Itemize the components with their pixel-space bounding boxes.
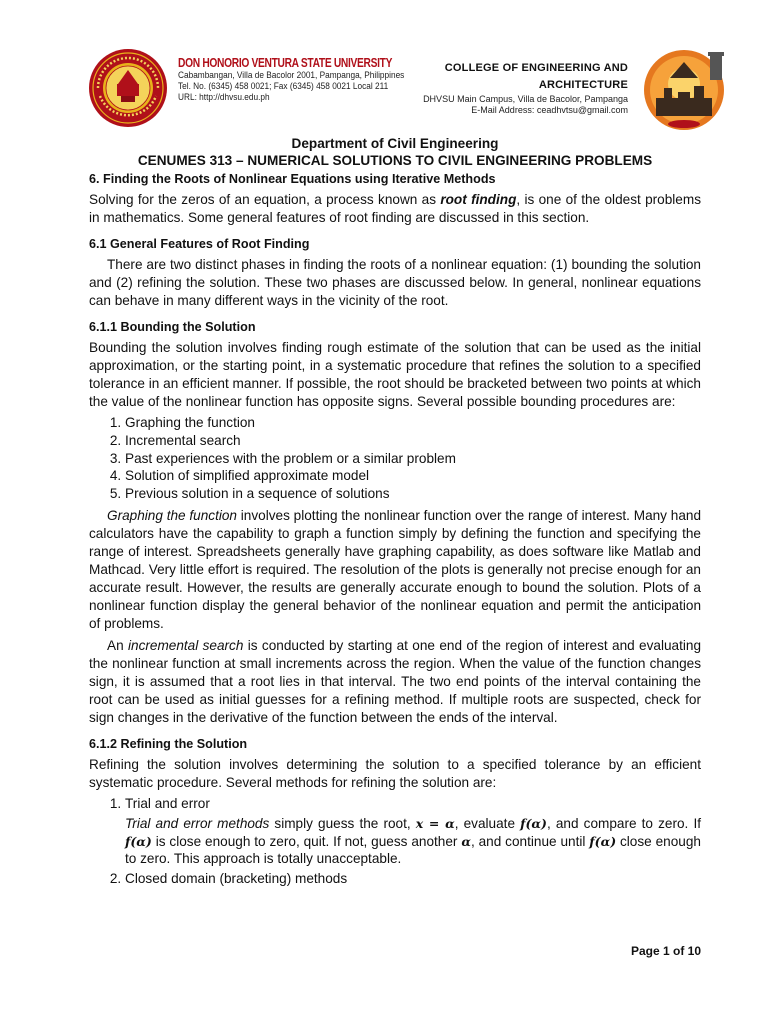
list-item: 2. Incremental search (125, 432, 701, 450)
trial-error-term: Trial and error methods (125, 815, 270, 831)
department-title: Department of Civil Engineering (291, 136, 499, 151)
college-name-line1: COLLEGE OF ENGINEERING AND (444, 62, 628, 74)
college-name-line2: ARCHITECTURE (538, 79, 628, 91)
math-expression: f(α) (125, 833, 152, 849)
college-seal-logo (642, 48, 726, 132)
math-expression: f(α) (520, 815, 547, 831)
text-run: , is one of the oldest problems in mathematics. Some general features of root finding are discussed in this section. (89, 192, 701, 225)
page-number: Page 1 of 10 (630, 944, 701, 958)
list-item: 2. Closed domain (bracketing) methods (125, 870, 701, 888)
section-6-heading: 6. Finding the Roots of Nonlinear Equations using Iterative Methods (89, 172, 496, 186)
list-item: 4. Solution of simplified approximate model (125, 467, 701, 485)
letterhead (88, 48, 728, 130)
document-body (89, 135, 701, 888)
text-run: is close enough to zero, quit. If not, guess another (151, 833, 462, 849)
math-expression: x = α (415, 815, 455, 831)
text-run: , evaluate (454, 815, 521, 831)
list-item: 1. Graphing the function (125, 414, 701, 432)
incremental-search-term: incremental search (127, 637, 244, 653)
university-name: DON HONORIO VENTURA STATE UNIVERSITY (178, 56, 393, 70)
section-6-1-2-heading: 6.1.2 Refining the Solution (89, 736, 248, 751)
section-6-1-2-paragraph: Refining the solution involves determining the solution to a specified tolerance by an efficient systematic procedure. Several methods for refining the solution are: (89, 756, 701, 790)
text-run: simply guess the root, (269, 815, 416, 831)
refining-methods-list (89, 795, 701, 888)
text-run: Solving for the zeros of an equation, a process known as (89, 192, 441, 207)
section-6-1-1-heading: 6.1.1 Bounding the Solution (89, 320, 256, 334)
college-info (408, 60, 628, 116)
math-expression: f(α) (589, 833, 617, 849)
section-6-1-paragraph: There are two distinct phases in finding the roots of a nonlinear equation: (1) bounding the solution and (2) refining the solution. These two phases are discussed below. In general, nonlinear equations can behave in many different ways in the vicinity of the root. (89, 257, 701, 308)
list-item: 3. Past experiences with the problem or a similar problem (125, 450, 701, 468)
university-phone: Tel. No. (6345) 458 0021; Fax (6345) 458 0021 Local 211 (178, 81, 389, 91)
university-url: URL: http://dhvsu.edu.ph (178, 92, 270, 102)
college-email: E-Mail Address: ceadhvtsu@gmail.com (471, 105, 628, 115)
text-run: is conducted by starting at one end of the region of interest and evaluating the nonlinear function at small increments across the region. When the value of the function changes sign, it is assumed that a root lies in that interval. The two end points of the interval containing the root can be used as initial guesses for a refining method. If multiple roots are suspected, check for sign changes in the derivative of the function between the ends of the interval. (89, 637, 702, 725)
root-finding-term: root finding (440, 192, 517, 207)
trial-and-error-description (125, 815, 701, 868)
section-6-paragraph (89, 191, 701, 227)
text-run: involves plotting the nonlinear function over the range of interest. Many hand calculators have the capability to graph a function simply by defining the function and specifying the range of interest. Spreadsheets generally have graphing capability, as does software like Matlab and Mathcad. Very little effort is required. The resolution of the plots is generally not precise enough for an accurate result. However, the results are generally accurate enough to bound the solution. Plots of a nonlinear function display the general behavior of the nonlinear equation and permit the anticipation of problems. (89, 507, 701, 631)
graphing-paragraph (89, 507, 701, 633)
list-item-label: Trial and error (125, 795, 210, 811)
incremental-search-paragraph (89, 637, 701, 727)
course-title: CENUMES 313 – NUMERICAL SOLUTIONS TO CIVIL ENGINEERING PROBLEMS (137, 153, 653, 168)
text-run: An (107, 637, 128, 653)
math-expression: α (461, 833, 471, 849)
text-run: , and continue until (470, 833, 590, 849)
list-item (125, 795, 701, 868)
section-6-1-1-paragraph: Bounding the solution involves finding rough estimate of the solution that can be used as the initial approximation, or the starting point, in a systematic procedure that refines the solution to a specified tolerance in an efficient manner. If possible, the root should be bracketed between two points at which the value of the nonlinear function has opposite signs. Several possible bounding procedures are: (89, 340, 701, 409)
university-address: Cabambangan, Villa de Bacolor 2001, Pampanga, Philippines (178, 70, 405, 80)
text-run: , and compare to zero. If (546, 815, 701, 831)
university-info (178, 56, 428, 103)
college-campus: DHVSU Main Campus, Villa de Bacolor, Pampanga (423, 94, 628, 104)
section-6-1-heading: 6.1 General Features of Root Finding (89, 237, 310, 251)
university-seal-logo (88, 48, 168, 128)
graphing-term: Graphing the function (107, 507, 237, 523)
list-item: 5. Previous solution in a sequence of solutions (125, 485, 701, 503)
bounding-procedures-list (89, 414, 701, 503)
text-run: close enough to zero. This approach is totally unacceptable. (125, 833, 701, 867)
